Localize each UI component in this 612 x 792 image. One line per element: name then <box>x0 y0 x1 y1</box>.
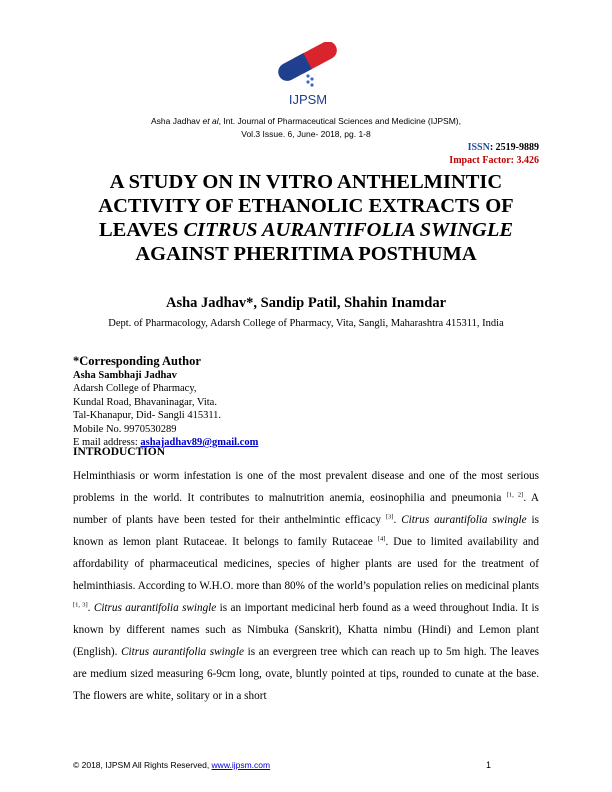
footer-copyright: © 2018, IJPSM All Rights Reserved, www.ijpsm.com <box>73 760 271 770</box>
title-line-3: LEAVES CITRUS AURANTIFOLIA SWINGLE <box>98 219 514 241</box>
mobile-number: Mobile No. 9970530289 <box>73 423 177 435</box>
journal-citation <box>0 116 612 126</box>
page-number: 1 <box>486 760 492 770</box>
section-heading-introduction: INTRODUCTION <box>73 446 166 458</box>
citation-ref: [4] <box>377 535 386 543</box>
title-line-1: A STUDY ON IN VITRO ANTHELMINTIC <box>109 171 503 193</box>
introduction-paragraph: Helminthiasis or worm infestation is one of the most prevalent disease and one of the most serious problems in the world. It contributes to malnutrition anemia, eosinophilia and pneumonia [1, 2]. A number of plants have been tested for their anthelmintic efficacy [3]. Citrus aurantifolia swingle is known as lemon plant Rutaceae. It belongs to family Rutaceae [4]. Due to limited availability and affordability of pharmaceutical medicines, species of higher plants are used for the treatment of helminthiasis. According to W.H.O. more than 80% of the world’s population relies on medicinal plants [1, 3]. Citrus aurantifolia swingle is an important medicinal herb found as a weed throughout India. It is known by different names such as Nimbuka (Sanskrit), Khatta nimbu (Hindi) and Lemon plant (English). Citrus aurantifolia swingle is an evergreen tree which can reach up to 5m high. The leaves are medium sized measuring 6-9cm long, ovate, bluntly pointed at tips, rounded to cunate at the base. The flowers are white, solitary or in a short <box>73 470 540 702</box>
species-name: Citrus aurantifolia swingle <box>401 514 527 526</box>
title-line-2: ACTIVITY OF ETHANOLIC EXTRACTS OF <box>98 195 514 217</box>
citation-author: Asha Jadhav <box>151 116 203 126</box>
issn <box>468 142 539 153</box>
citation-ref: [1, 2] <box>506 491 524 499</box>
impact-factor: Impact Factor: 3.426 <box>449 155 539 166</box>
citation-et-al: et al <box>202 116 219 126</box>
address-line-3: Tal-Khanapur, Did- Sangli 415311. <box>73 410 222 421</box>
corresponding-name: Asha Sambhaji Jadhav <box>73 369 177 381</box>
citation-journal: , Int. Journal of Pharmaceutical Sciences and Medicine (IJPSM), <box>218 116 461 126</box>
issn-value: : 2519-9889 <box>489 142 539 153</box>
species-name: Citrus aurantifolia swingle <box>121 646 244 658</box>
title-species: CITRUS AURANTIFOLIA SWINGLE <box>183 219 514 241</box>
paper-title <box>60 170 552 266</box>
title-line-4: AGAINST PHERITIMA POSTHUMA <box>135 243 477 265</box>
logo-text: IJPSM <box>288 92 328 107</box>
corresponding-author-block <box>73 355 258 450</box>
journal-logo <box>268 42 348 110</box>
affiliation: Dept. of Pharmacology, Adarsh College of Pharmacy, Vita, Sangli, Maharashtra 415311, India <box>108 318 504 329</box>
citation-ref: [1, 3] <box>73 601 88 609</box>
citation-ref: [3] <box>385 513 394 521</box>
author-list: Asha Jadhav*, Sandip Patil, Shahin Inamdar <box>165 295 447 311</box>
footer-website-link[interactable]: www.ijpsm.com <box>211 760 271 770</box>
capsule-logo-icon <box>268 42 348 110</box>
email-line: E mail address: ashajadhav89@gmail.com <box>73 437 259 448</box>
issn-label: ISSN <box>467 142 490 153</box>
corresponding-heading: *Corresponding Author <box>73 354 201 368</box>
address-line-2: Kundal Road, Bhavaninagar, Vita. <box>73 396 217 408</box>
address-line-1: Adarsh College of Pharmacy, <box>73 383 197 394</box>
journal-volume: Vol.3 Issue. 6, June- 2018, pg. 1-8 <box>241 129 371 139</box>
species-name: Citrus aurantifolia swingle <box>93 602 217 614</box>
email-link[interactable]: ashajadhav89@gmail.com <box>140 437 259 448</box>
